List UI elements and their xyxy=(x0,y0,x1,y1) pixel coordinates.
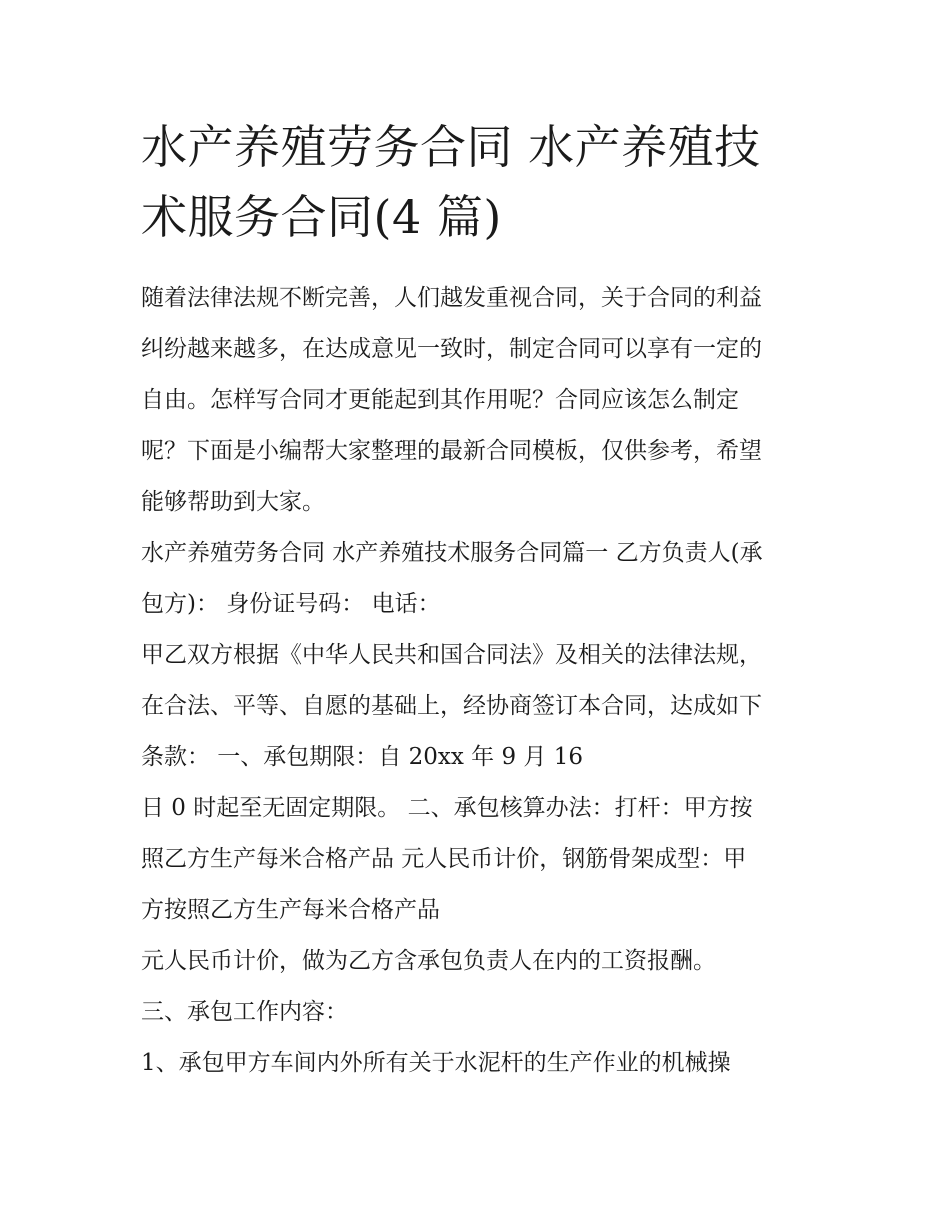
document-page xyxy=(141,112,813,1089)
body-line: 三、承包工作内容： xyxy=(141,999,348,1025)
title-line-1: 水产养殖劳务合同 水产养殖技 xyxy=(141,120,761,174)
body-line: 水产养殖劳务合同 水产养殖技术服务合同篇一 乙方负责人(承 xyxy=(141,540,763,566)
body-line: 方按照乙方生产每米合格产品 xyxy=(141,897,440,923)
body-line: 在合法、平等、自愿的基础上，经协商签订本合同，达成如下 xyxy=(141,693,762,719)
body-line: 甲乙双方根据《中华人民共和国合同法》及相关的法律法规， xyxy=(141,642,762,668)
title-line-2: 术服务合同(4 篇) xyxy=(141,190,502,244)
document-body xyxy=(141,273,813,1089)
body-line: 1、承包甲方车间内外所有关于水泥杆的生产作业的机械操 xyxy=(141,1050,731,1076)
body-line: 纠纷越来越多，在达成意见一致时，制定合同可以享有一定的 xyxy=(141,336,762,362)
body-line: 自由。怎样写合同才更能起到其作用呢？合同应该怎么制定 xyxy=(141,387,739,413)
document-title xyxy=(141,112,813,252)
body-line: 能够帮助到大家。 xyxy=(141,489,325,515)
body-line: 条款： 一、承包期限：自 20xx 年 9 月 16 xyxy=(141,744,583,770)
body-line: 呢？下面是小编帮大家整理的最新合同模板，仅供参考，希望 xyxy=(141,438,762,464)
body-line: 照乙方生产每米合格产品 元人民币计价，钢筋骨架成型：甲 xyxy=(141,846,747,872)
body-line: 包方)： 身份证号码： 电话： xyxy=(141,591,441,617)
body-line: 随着法律法规不断完善，人们越发重视合同，关于合同的利益 xyxy=(141,285,762,311)
body-line: 元人民币计价，做为乙方含承包负责人在内的工资报酬。 xyxy=(141,948,716,974)
body-line: 日 0 时起至无固定期限。 二、承包核算办法：打杆：甲方按 xyxy=(141,795,753,821)
